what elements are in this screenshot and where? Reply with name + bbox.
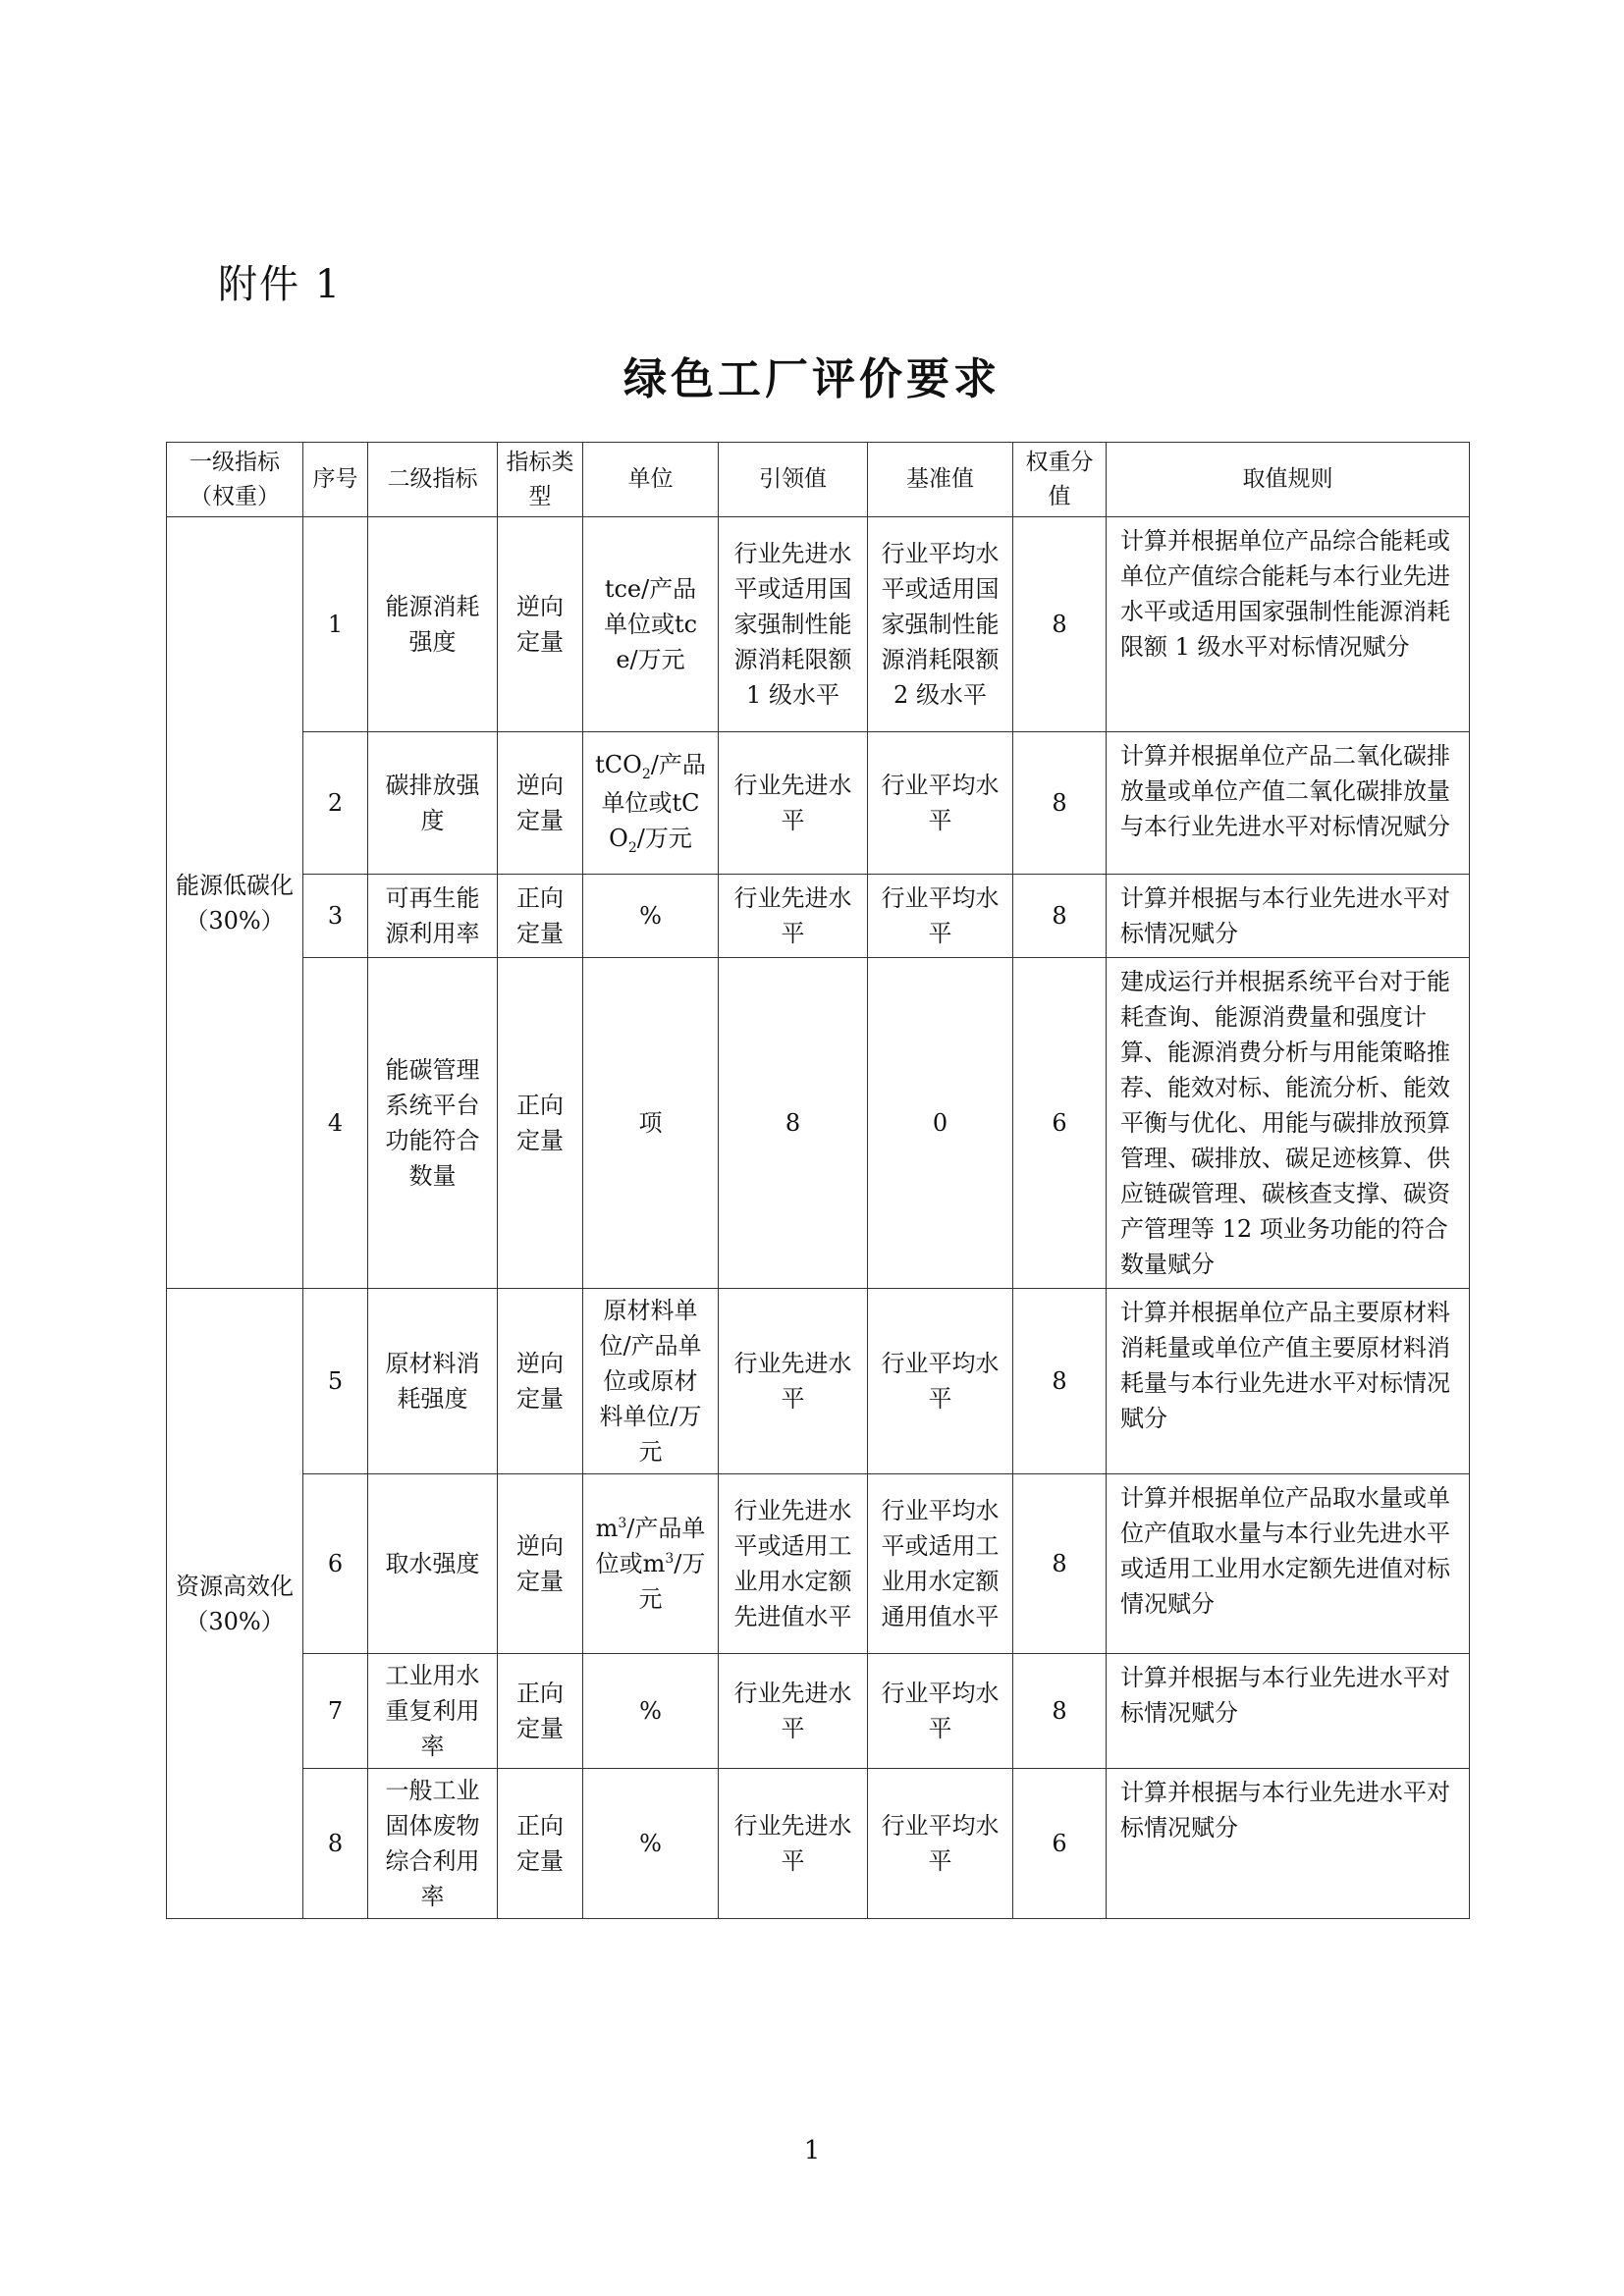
- score-cell: 8: [1013, 517, 1107, 732]
- lead-value: 行业先进水平: [719, 1769, 868, 1919]
- rule-cell: 计算并根据与本行业先进水平对标情况赋分: [1107, 875, 1470, 958]
- evaluation-table: [166, 442, 1470, 1919]
- unit-cell: 原材料单位/产品单位或原材料单位/万元: [583, 1289, 719, 1474]
- group-name: 资源高效化: [176, 1572, 294, 1600]
- score-cell: 8: [1013, 1474, 1107, 1654]
- header-unit: 单位: [583, 443, 719, 517]
- indicator-name: 碳排放强度: [368, 732, 498, 875]
- lead-value: 行业先进水平: [719, 732, 868, 875]
- unit-part: tCO: [595, 751, 642, 779]
- header-score: 权重分值: [1013, 443, 1107, 517]
- lead-value: 行业先进水平: [719, 875, 868, 958]
- indicator-name: 原材料消耗强度: [368, 1289, 498, 1474]
- score-cell: 8: [1013, 1289, 1107, 1474]
- base-value: 行业平均水平或适用国家强制性能源消耗限额 2 级水平: [868, 517, 1013, 732]
- table-row: [167, 875, 1470, 958]
- rule-cell: 建成运行并根据系统平台对于能耗查询、能源消费量和强度计算、能源消费分析与用能策略推荐、能效对标、能流分析、能效平衡与优化、用能与碳排放预算管理、碳排放、碳足迹核算、供应链碳管理、碳核查支撑、碳资产管理等 12 项业务功能的符合数量赋分: [1107, 958, 1470, 1289]
- indicator-type: 正向定量: [498, 875, 583, 958]
- header-row: [167, 443, 1470, 517]
- base-value: 行业平均水平: [868, 1769, 1013, 1919]
- score-cell: 6: [1013, 1769, 1107, 1919]
- attachment-label: 附件 1: [218, 262, 343, 307]
- lead-value: 行业先进水平: [719, 1289, 868, 1474]
- score-cell: 8: [1013, 732, 1107, 875]
- table-row: [167, 958, 1470, 1289]
- page-number: 1: [803, 2136, 821, 2165]
- header-seq: 序号: [303, 443, 368, 517]
- indicator-name: 能源消耗强度: [368, 517, 498, 732]
- header-base: 基准值: [868, 443, 1013, 517]
- score-cell: 8: [1013, 1654, 1107, 1769]
- score-cell: 6: [1013, 958, 1107, 1289]
- header-level1: 一级指标（权重）: [167, 443, 303, 517]
- unit-part: m: [595, 1515, 619, 1542]
- unit-cell: %: [583, 1769, 719, 1919]
- indicator-name: 工业用水重复利用率: [368, 1654, 498, 1769]
- unit-superscript: 3: [665, 1551, 675, 1567]
- unit-superscript: 3: [618, 1516, 627, 1531]
- indicator-type: 逆向定量: [498, 1289, 583, 1474]
- unit-cell: [583, 732, 719, 875]
- indicator-name: 一般工业固体废物综合利用率: [368, 1769, 498, 1919]
- indicator-type: 正向定量: [498, 958, 583, 1289]
- indicator-type: 逆向定量: [498, 517, 583, 732]
- seq-cell: 5: [303, 1289, 368, 1474]
- base-value: 行业平均水平: [868, 875, 1013, 958]
- base-value: 行业平均水平: [868, 1289, 1013, 1474]
- header-lead: 引领值: [719, 443, 868, 517]
- indicator-type: 正向定量: [498, 1769, 583, 1919]
- rule-cell: 计算并根据单位产品综合能耗或单位产值综合能耗与本行业先进水平或适用国家强制性能源消耗限额 1 级水平对标情况赋分: [1107, 517, 1470, 732]
- group-weight: （30%）: [185, 1607, 285, 1635]
- indicator-type: 逆向定量: [498, 1474, 583, 1654]
- score-cell: 8: [1013, 875, 1107, 958]
- table-row: [167, 1769, 1470, 1919]
- seq-cell: 4: [303, 958, 368, 1289]
- seq-cell: 1: [303, 517, 368, 732]
- base-value: 行业平均水平: [868, 1654, 1013, 1769]
- unit-part: /万元: [638, 1550, 706, 1613]
- unit-part: tCO: [609, 789, 700, 852]
- group-weight: （30%）: [185, 906, 285, 934]
- rule-cell: 计算并根据单位产品主要原材料消耗量或单位产值主要原材料消耗量与本行业先进水平对标情况赋分: [1107, 1289, 1470, 1474]
- lead-value: 行业先进水平: [719, 1654, 868, 1769]
- lead-value: 行业先进水平或适用国家强制性能源消耗限额 1 级水平: [719, 517, 868, 732]
- unit-cell: tce/产品单位或tce/万元: [583, 517, 719, 732]
- rule-cell: 计算并根据单位产品二氧化碳排放量或单位产值二氧化碳排放量与本行业先进水平对标情况赋分: [1107, 732, 1470, 875]
- indicator-name: 能碳管理系统平台功能符合数量: [368, 958, 498, 1289]
- unit-part: /产品单位或: [601, 751, 706, 817]
- seq-cell: 7: [303, 1654, 368, 1769]
- unit-part: /万元: [636, 825, 692, 852]
- indicator-name: 可再生能源利用率: [368, 875, 498, 958]
- unit-subscript: 2: [641, 767, 651, 782]
- group-cell-energy: [167, 517, 303, 1289]
- unit-subscript: 2: [627, 839, 637, 856]
- rule-cell: 计算并根据与本行业先进水平对标情况赋分: [1107, 1654, 1470, 1769]
- base-value: 行业平均水平或适用工业用水定额通用值水平: [868, 1474, 1013, 1654]
- unit-part: /产品单位或: [595, 1515, 706, 1577]
- indicator-type: 正向定量: [498, 1654, 583, 1769]
- table-row: [167, 1474, 1470, 1654]
- indicator-name: 取水强度: [368, 1474, 498, 1654]
- page-title: 绿色工厂评价要求: [623, 354, 1001, 404]
- unit-cell: [583, 1474, 719, 1654]
- rule-cell: 计算并根据单位产品取水量或单位产值取水量与本行业先进水平或适用工业用水定额先进值对标情况赋分: [1107, 1474, 1470, 1654]
- table-row: [167, 732, 1470, 875]
- table-row: [167, 1289, 1470, 1474]
- table-row: [167, 1654, 1470, 1769]
- base-value: 0: [868, 958, 1013, 1289]
- group-cell-resource: [167, 1289, 303, 1919]
- seq-cell: 3: [303, 875, 368, 958]
- unit-cell: 项: [583, 958, 719, 1289]
- indicator-type: 逆向定量: [498, 732, 583, 875]
- header-type: 指标类型: [498, 443, 583, 517]
- unit-cell: %: [583, 1654, 719, 1769]
- table-row: [167, 517, 1470, 732]
- unit-cell: %: [583, 875, 719, 958]
- header-level2: 二级指标: [368, 443, 498, 517]
- lead-value: 行业先进水平或适用工业用水定额先进值水平: [719, 1474, 868, 1654]
- header-rule: 取值规则: [1107, 443, 1470, 517]
- unit-part: m: [642, 1550, 666, 1577]
- base-value: 行业平均水平: [868, 732, 1013, 875]
- seq-cell: 2: [303, 732, 368, 875]
- seq-cell: 6: [303, 1474, 368, 1654]
- rule-cell: 计算并根据与本行业先进水平对标情况赋分: [1107, 1769, 1470, 1919]
- lead-value: 8: [719, 958, 868, 1289]
- group-name: 能源低碳化: [176, 871, 294, 899]
- seq-cell: 8: [303, 1769, 368, 1919]
